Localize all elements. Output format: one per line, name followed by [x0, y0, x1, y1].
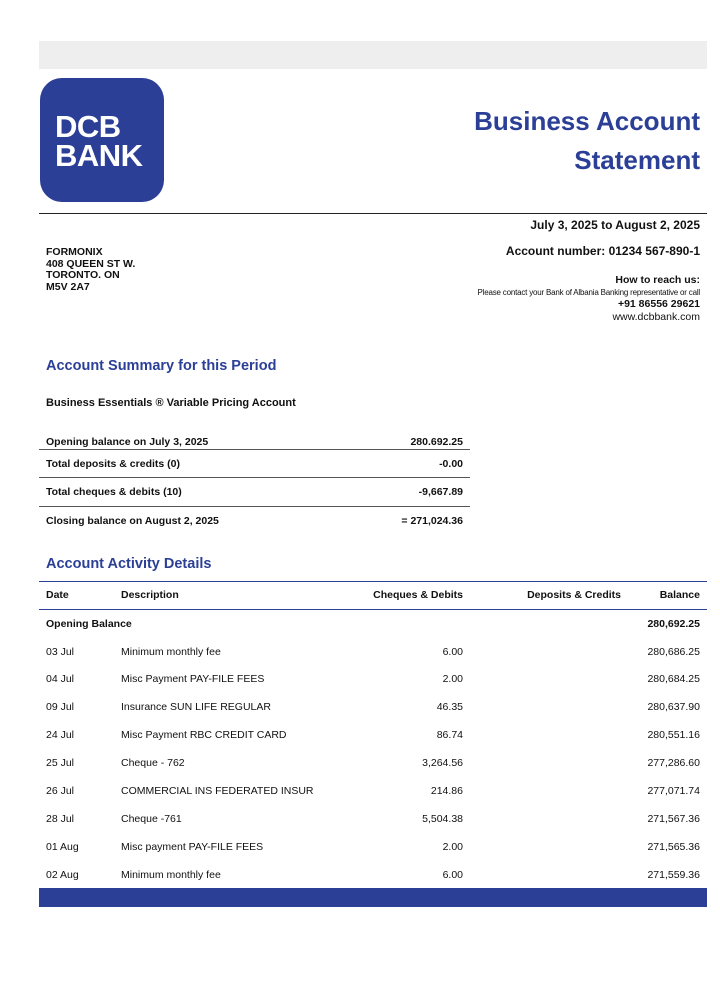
summary-title: Account Summary for this Period	[46, 358, 277, 374]
cell-balance: 277,286.60	[647, 757, 700, 769]
statement-period: July 3, 2025 to August 2, 2025	[530, 218, 700, 232]
header-divider	[39, 213, 707, 214]
cell-balance: 271,559.36	[647, 869, 700, 881]
cell-description: Minimum monthly fee	[121, 869, 221, 881]
cell-description: Cheque - 762	[121, 757, 185, 769]
customer-street: 408 QUEEN ST W.	[46, 257, 136, 270]
cell-date: 25 Jul	[46, 757, 75, 769]
cell-description: Insurance SUN LIFE REGULAR	[121, 701, 271, 713]
table-row	[0, 727, 720, 745]
statement-title	[474, 102, 700, 180]
cell-description: COMMERCIAL INS FEDERATED INSUR	[121, 785, 314, 797]
column-header-description: Description	[121, 589, 179, 601]
customer-city: TORONTO. ON	[46, 269, 120, 281]
cell-debit: 46.35	[436, 701, 463, 713]
cell-debit: 3,264.56	[422, 757, 463, 769]
bank-logo	[40, 78, 164, 202]
cell-date: 03 Jul	[46, 646, 75, 658]
cell-balance: 271,565.36	[647, 841, 700, 853]
logo-text-line1: DCB	[55, 109, 121, 144]
cell-date: 28 Jul	[46, 813, 75, 825]
cell-description: Misc Payment PAY-FILE FEES	[121, 673, 265, 685]
cell-balance: 280,684.25	[647, 673, 700, 685]
contact-phone[interactable]: +91 86556 29621	[617, 298, 700, 310]
cell-balance: 280,551.16	[647, 729, 700, 741]
cell-debit: 5,504.38	[422, 813, 463, 825]
column-header-credits: Deposits & Credits	[527, 589, 621, 601]
cell-balance: 280,686.25	[647, 646, 700, 658]
cell-balance: 280,637.90	[647, 701, 700, 713]
cell-date: 26 Jul	[46, 785, 75, 797]
opening-balance-value: 280,692.25	[647, 618, 700, 630]
opening-balance-row	[0, 616, 720, 634]
cell-date: 09 Jul	[46, 701, 75, 713]
account-number: Account number: 01234 567-890-1	[505, 244, 700, 258]
summary-label: Total deposits & credits (0)	[46, 458, 180, 470]
activity-title: Account Activity Details	[46, 556, 212, 572]
table-row	[0, 699, 720, 717]
cell-balance: 277,071.74	[647, 785, 700, 797]
summary-label: Closing balance on August 2, 2025	[46, 515, 219, 527]
statement-title-line2: Statement	[574, 145, 700, 175]
cell-debit: 86.74	[436, 729, 463, 741]
column-header-debits: Cheques & Debits	[373, 589, 463, 601]
table-row	[0, 671, 720, 689]
summary-value: 280.692.25	[410, 436, 463, 448]
customer-address	[46, 247, 135, 293]
cell-description: Cheque -761	[121, 813, 182, 825]
cell-debit: 6.00	[442, 646, 463, 658]
table-row	[0, 644, 720, 662]
cell-debit: 6.00	[442, 869, 463, 881]
summary-value: -9,667.89	[418, 486, 463, 498]
header-bar	[39, 41, 707, 69]
opening-balance-label: Opening Balance	[46, 618, 132, 630]
cell-description: Minimum monthly fee	[121, 646, 221, 658]
table-row	[0, 839, 720, 857]
table-top-border	[39, 581, 707, 582]
contact-info	[478, 274, 701, 324]
cell-date: 01 Aug	[46, 841, 79, 853]
summary-value: -0.00	[439, 458, 463, 470]
cell-date: 02 Aug	[46, 869, 79, 881]
summary-row	[39, 482, 470, 502]
table-row	[0, 783, 720, 801]
customer-postal: M5V 2A7	[46, 280, 90, 293]
contact-website[interactable]: www.dcbbank.com	[612, 311, 700, 323]
cell-description: Misc Payment RBC CREDIT CARD	[121, 729, 287, 741]
contact-heading: How to reach us:	[615, 274, 700, 286]
cell-date: 04 Jul	[46, 673, 75, 685]
statement-title-line1: Business Account	[474, 106, 700, 136]
summary-divider	[39, 449, 470, 450]
logo-text-line2: BANK	[55, 138, 143, 173]
cell-debit: 2.00	[442, 673, 463, 685]
summary-row	[39, 454, 470, 474]
contact-description: Please contact your Bank of Albania Banking representative or call	[477, 288, 700, 297]
cell-debit: 2.00	[442, 841, 463, 853]
cell-balance: 271,567.36	[647, 813, 700, 825]
cell-description: Misc payment PAY-FILE FEES	[121, 841, 264, 853]
summary-label: Opening balance on July 3, 2025	[46, 436, 209, 448]
column-header-balance: Balance	[659, 589, 700, 601]
summary-label: Total cheques & debits (10)	[46, 486, 182, 498]
cell-date: 24 Jul	[46, 729, 75, 741]
customer-name: FORMONIX	[46, 246, 103, 258]
summary-divider	[39, 506, 470, 507]
summary-row	[39, 511, 470, 531]
column-header-date: Date	[46, 589, 69, 601]
cell-debit: 214.86	[430, 785, 463, 797]
footer-bar	[39, 888, 707, 907]
table-row	[0, 867, 720, 885]
table-row	[0, 811, 720, 829]
table-header-border	[39, 609, 707, 610]
summary-divider	[39, 477, 470, 478]
table-row	[0, 755, 720, 773]
summary-value: = 271,024.36	[401, 515, 463, 527]
account-type: Business Essentials ® Variable Pricing Account	[46, 397, 296, 409]
